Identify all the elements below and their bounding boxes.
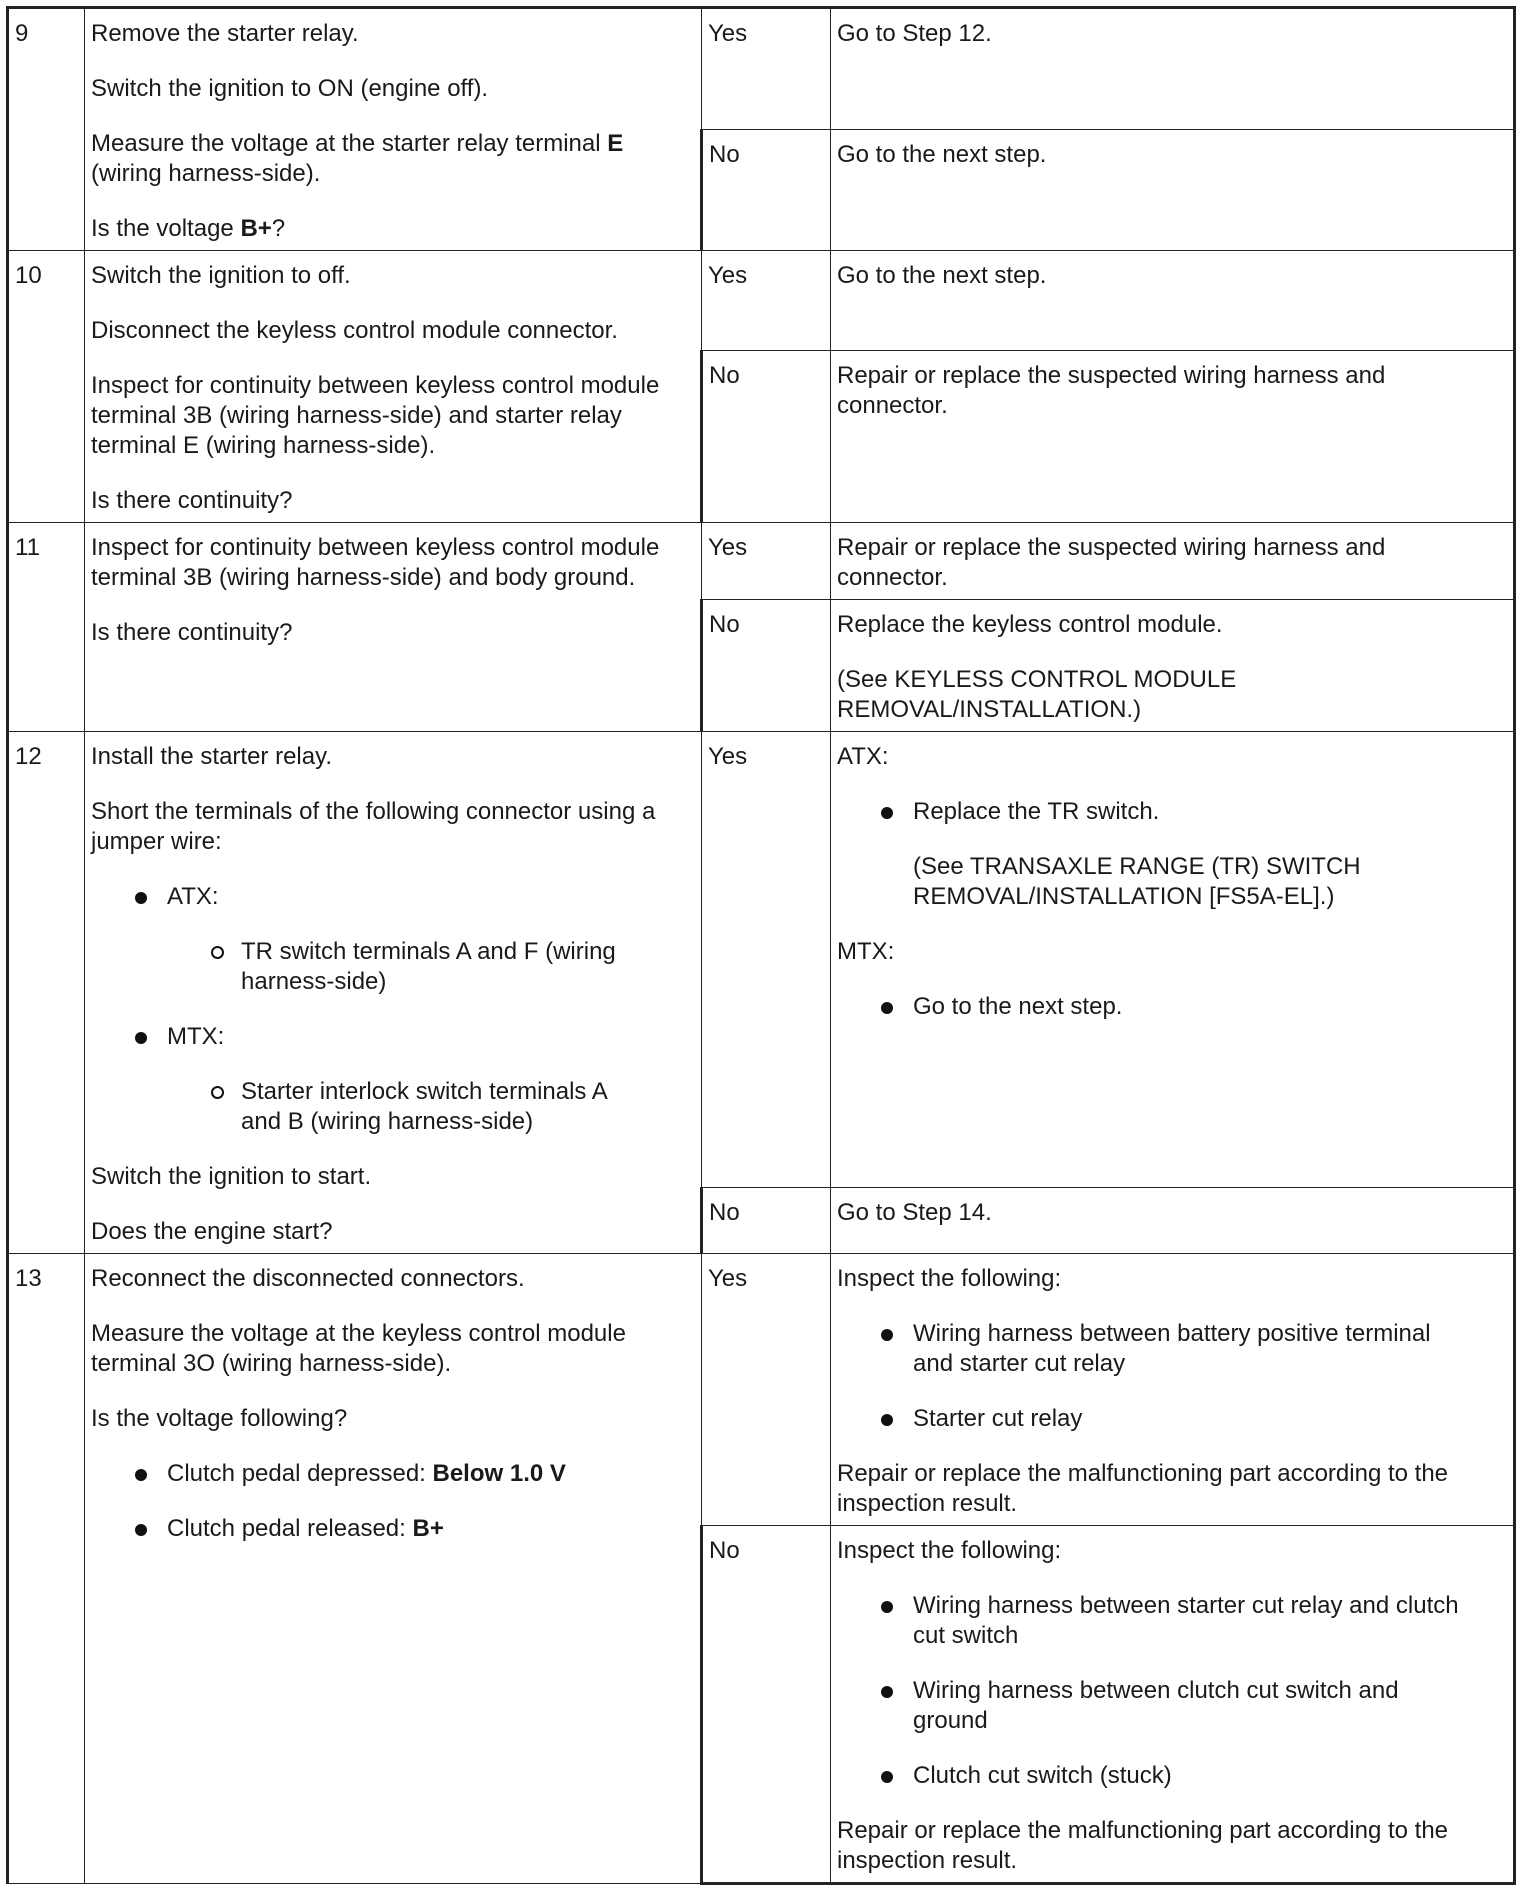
yes-action-cell bbox=[831, 8, 1515, 130]
no-action-cell bbox=[831, 129, 1515, 251]
bullet-dot-icon bbox=[881, 1601, 893, 1613]
no-action-cell bbox=[831, 1526, 1515, 1884]
action-text bbox=[91, 129, 694, 189]
sub-bullet-text: Starter interlock switch terminals A and B (wiring harness-side) bbox=[241, 1078, 608, 1135]
action-text: Switch the ignition to off. bbox=[91, 262, 351, 289]
no-action-text: Replace the keyless control module. bbox=[837, 611, 1223, 638]
result-yes-label: Yes bbox=[708, 1265, 748, 1292]
no-action-text: Go to the next step. bbox=[837, 140, 1047, 168]
result-yes-label: Yes bbox=[708, 20, 748, 47]
action-text: Switch the ignition to ON (engine off). bbox=[91, 75, 489, 102]
question-text bbox=[91, 214, 694, 244]
bullet-dot-icon bbox=[135, 1469, 147, 1481]
no-action-cell bbox=[831, 600, 1515, 732]
result-no-cell bbox=[702, 1187, 831, 1253]
no-action-text: Go to Step 14. bbox=[837, 1198, 992, 1226]
reference-text: (See TRANSAXLE RANGE (TR) SWITCH REMOVAL/INSTALLATION [FS5A-EL].) bbox=[913, 853, 1361, 910]
no-action-cell bbox=[831, 351, 1515, 523]
action-cell bbox=[85, 8, 702, 251]
result-no-cell bbox=[702, 600, 831, 732]
bullet-text: ATX: bbox=[167, 883, 219, 910]
action-text: Install the starter relay. bbox=[91, 743, 332, 770]
step-number: 11 bbox=[15, 534, 40, 561]
sub-bullet-text: TR switch terminals A and F (wiring harness-side) bbox=[241, 938, 616, 995]
inspect-heading: Inspect the following: bbox=[837, 1265, 1062, 1292]
result-yes-cell bbox=[702, 8, 831, 130]
result-no-label: No bbox=[709, 1537, 740, 1564]
result-yes-cell bbox=[702, 732, 831, 1188]
result-no-label: No bbox=[709, 362, 740, 390]
bullet-item bbox=[837, 1404, 1507, 1434]
bullet-dot-icon bbox=[881, 1329, 893, 1341]
bullet-dot-icon bbox=[881, 807, 893, 819]
result-no-label: No bbox=[709, 1198, 740, 1226]
question-part: Is the voltage bbox=[91, 215, 241, 242]
bullet-item bbox=[837, 1761, 1507, 1791]
action-text-part: (wiring harness-side). bbox=[91, 160, 321, 187]
action-text: Measure the voltage at the keyless control module terminal 3O (wiring harness-side). bbox=[91, 1320, 626, 1377]
yes-action-cell bbox=[831, 1254, 1515, 1526]
bullet-item bbox=[837, 1591, 1507, 1651]
result-yes-label: Yes bbox=[708, 743, 748, 770]
action-text: Switch the ignition to start. bbox=[91, 1163, 372, 1190]
spec-value: B+ bbox=[240, 215, 272, 242]
question-text: Does the engine start? bbox=[91, 1218, 333, 1245]
bullet-item bbox=[91, 1514, 694, 1544]
no-action-cell bbox=[831, 1187, 1515, 1253]
yes-action-cell bbox=[831, 251, 1515, 351]
bullet-text: Clutch pedal depressed: bbox=[167, 1460, 433, 1487]
result-yes-cell bbox=[702, 251, 831, 351]
step-number-cell bbox=[8, 1254, 85, 1884]
spec-value: Below 1.0 V bbox=[432, 1460, 566, 1487]
result-yes-label: Yes bbox=[708, 262, 748, 289]
mtx-heading: MTX: bbox=[837, 938, 895, 965]
bullet-text: Wiring harness between starter cut relay and clutch cut switch bbox=[913, 1592, 1459, 1649]
bullet-item bbox=[837, 992, 1507, 1022]
action-cell bbox=[85, 732, 702, 1254]
step-number-cell bbox=[8, 732, 85, 1254]
step-number-cell bbox=[8, 251, 85, 523]
step-number: 9 bbox=[15, 20, 29, 47]
step-number: 13 bbox=[15, 1265, 42, 1292]
action-text: Inspect for continuity between keyless control module terminal 3B (wiring harness-side) and body ground. bbox=[91, 534, 660, 591]
atx-heading: ATX: bbox=[837, 743, 889, 770]
step-9-yes-row bbox=[8, 8, 1515, 130]
yes-action-cell bbox=[831, 732, 1515, 1188]
bullet-dot-icon bbox=[881, 1414, 893, 1426]
action-text: Remove the starter relay. bbox=[91, 20, 359, 47]
sub-bullet-item bbox=[91, 937, 694, 997]
action-text: Short the terminals of the following connector using a jumper wire: bbox=[91, 798, 656, 855]
inspect-heading: Inspect the following: bbox=[837, 1537, 1062, 1564]
bullet-dot-icon bbox=[135, 1524, 147, 1536]
spec-value: B+ bbox=[412, 1515, 444, 1542]
result-no-cell bbox=[702, 1526, 831, 1884]
reference-text: (See KEYLESS CONTROL MODULE REMOVAL/INSTALLATION.) bbox=[837, 666, 1237, 723]
step-10-yes-row bbox=[8, 251, 1515, 351]
bullet-text: Clutch pedal released: bbox=[167, 1515, 413, 1542]
result-yes-cell bbox=[702, 523, 831, 600]
action-text: Disconnect the keyless control module connector. bbox=[91, 317, 618, 344]
step-number: 12 bbox=[15, 743, 42, 770]
action-cell bbox=[85, 251, 702, 523]
step-number: 10 bbox=[15, 262, 42, 289]
step-13-yes-row bbox=[8, 1254, 1515, 1526]
bullet-item bbox=[837, 797, 1507, 827]
bullet-dot-icon bbox=[881, 1771, 893, 1783]
bullet-dot-icon bbox=[135, 892, 147, 904]
bullet-dot-icon bbox=[881, 1686, 893, 1698]
bullet-item bbox=[91, 1022, 694, 1052]
step-11-yes-row bbox=[8, 523, 1515, 600]
result-no-label: No bbox=[709, 611, 740, 638]
sub-bullet-item bbox=[91, 1077, 694, 1137]
action-cell bbox=[85, 1254, 702, 1884]
bullet-circle-icon bbox=[211, 946, 224, 959]
bullet-text: Starter cut relay bbox=[913, 1405, 1083, 1432]
result-no-cell bbox=[702, 129, 831, 251]
yes-action-text: Go to Step 12. bbox=[837, 20, 992, 47]
bullet-text: MTX: bbox=[167, 1023, 225, 1050]
diagnostic-procedure-table bbox=[6, 6, 1516, 1885]
question-text: Is there continuity? bbox=[91, 619, 293, 646]
terminal-label: E bbox=[607, 130, 624, 157]
repair-instruction: Repair or replace the malfunctioning part according to the inspection result. bbox=[837, 1817, 1449, 1874]
repair-instruction: Repair or replace the malfunctioning part according to the inspection result. bbox=[837, 1460, 1449, 1517]
bullet-item bbox=[91, 882, 694, 912]
bullet-text: Wiring harness between battery positive terminal and starter cut relay bbox=[913, 1320, 1431, 1377]
bullet-item bbox=[837, 1676, 1507, 1736]
step-number-cell bbox=[8, 8, 85, 251]
step-number-cell bbox=[8, 523, 85, 732]
result-no-label: No bbox=[709, 140, 740, 168]
bullet-text: Wiring harness between clutch cut switch and ground bbox=[913, 1677, 1399, 1734]
bullet-item bbox=[837, 1319, 1507, 1379]
action-text-part: Measure the voltage at the starter relay terminal bbox=[91, 130, 608, 157]
question-text: Is there continuity? bbox=[91, 487, 293, 514]
action-cell bbox=[85, 523, 702, 732]
no-action-text: Repair or replace the suspected wiring harness and connector. bbox=[837, 362, 1386, 420]
result-yes-cell bbox=[702, 1254, 831, 1526]
bullet-item bbox=[91, 1459, 694, 1489]
bullet-text: Go to the next step. bbox=[913, 993, 1123, 1020]
result-yes-label: Yes bbox=[708, 534, 748, 561]
result-no-cell bbox=[702, 351, 831, 523]
yes-action-cell bbox=[831, 523, 1515, 600]
yes-action-text: Go to the next step. bbox=[837, 262, 1047, 289]
bullet-dot-icon bbox=[135, 1032, 147, 1044]
question-text: Is the voltage following? bbox=[91, 1405, 348, 1432]
bullet-circle-icon bbox=[211, 1086, 224, 1099]
action-text: Reconnect the disconnected connectors. bbox=[91, 1265, 525, 1292]
question-part: ? bbox=[271, 215, 286, 242]
bullet-dot-icon bbox=[881, 1002, 893, 1014]
yes-action-text: Repair or replace the suspected wiring harness and connector. bbox=[837, 534, 1386, 591]
action-text: Inspect for continuity between keyless control module terminal 3B (wiring harness-side) and starter relay terminal E (wiring harness-side). bbox=[91, 372, 660, 459]
step-12-yes-row bbox=[8, 732, 1515, 1188]
bullet-text: Replace the TR switch. bbox=[913, 798, 1160, 825]
bullet-text: Clutch cut switch (stuck) bbox=[913, 1762, 1172, 1789]
